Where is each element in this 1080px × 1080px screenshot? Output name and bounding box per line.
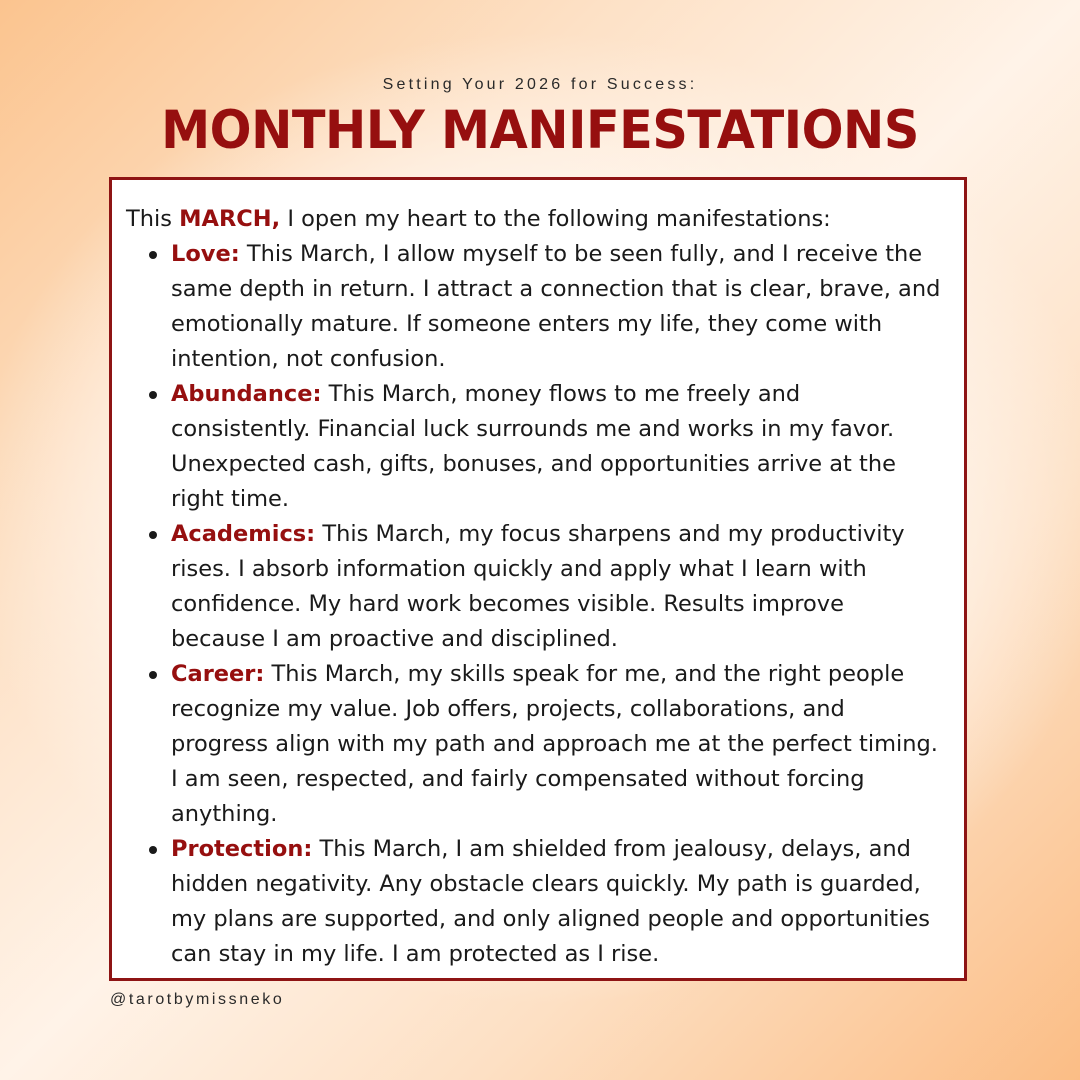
manifestation-card bbox=[109, 177, 967, 981]
intro-line bbox=[126, 202, 944, 237]
intro-suffix: I open my heart to the following manifestations: bbox=[280, 206, 831, 232]
item-text: This March, I am shielded from jealousy, delays, and hidden negativity. Any obstacle clears quickly. My path is guarded, my plans are supported, and only aligned people and opportunities can stay in my life. I am protected as I rise. bbox=[171, 836, 931, 967]
item-label: Love: bbox=[171, 241, 240, 267]
item-text: This March, money flows to me freely and consistently. Financial luck surrounds me and works in my favor. Unexpected cash, gifts, bonuses, and opportunities arrive at the right time. bbox=[171, 381, 896, 512]
item-label: Academics: bbox=[171, 521, 316, 547]
intro-prefix: This bbox=[126, 206, 180, 232]
item-text: This March, my focus sharpens and my productivity rises. I absorb information quickly and apply what I learn with confidence. My hard work becomes visible. Results improve because I am proactive and disciplined. bbox=[171, 521, 905, 652]
list-item-protection bbox=[171, 832, 944, 972]
item-text: This March, I allow myself to be seen fully, and I receive the same depth in return. I attract a connection that is clear, brave, and emotionally mature. If someone enters my life, they come with intention, not confusion. bbox=[171, 241, 941, 372]
item-label: Protection: bbox=[171, 836, 313, 862]
item-label: Abundance: bbox=[171, 381, 322, 407]
intro-month: MARCH, bbox=[179, 206, 281, 232]
list-item-academics bbox=[171, 517, 944, 657]
list-item-abundance bbox=[171, 377, 944, 517]
list-item-career bbox=[171, 657, 944, 832]
item-text: This March, my skills speak for me, and the right people recognize my value. Job offers, projects, collaborations, and progress align with my path and approach me at the perfect timing. I am seen, respected, and fairly compensated without forcing anything. bbox=[171, 661, 938, 827]
list-item-love bbox=[171, 237, 944, 377]
manifestation-list bbox=[126, 237, 944, 972]
author-handle: @tarotbymissneko bbox=[110, 991, 285, 1008]
page-title: MONTHLY MANIFESTATIONS bbox=[161, 100, 919, 161]
item-label: Career: bbox=[171, 661, 265, 687]
subtitle: Setting Your 2026 for Success: bbox=[382, 76, 698, 93]
